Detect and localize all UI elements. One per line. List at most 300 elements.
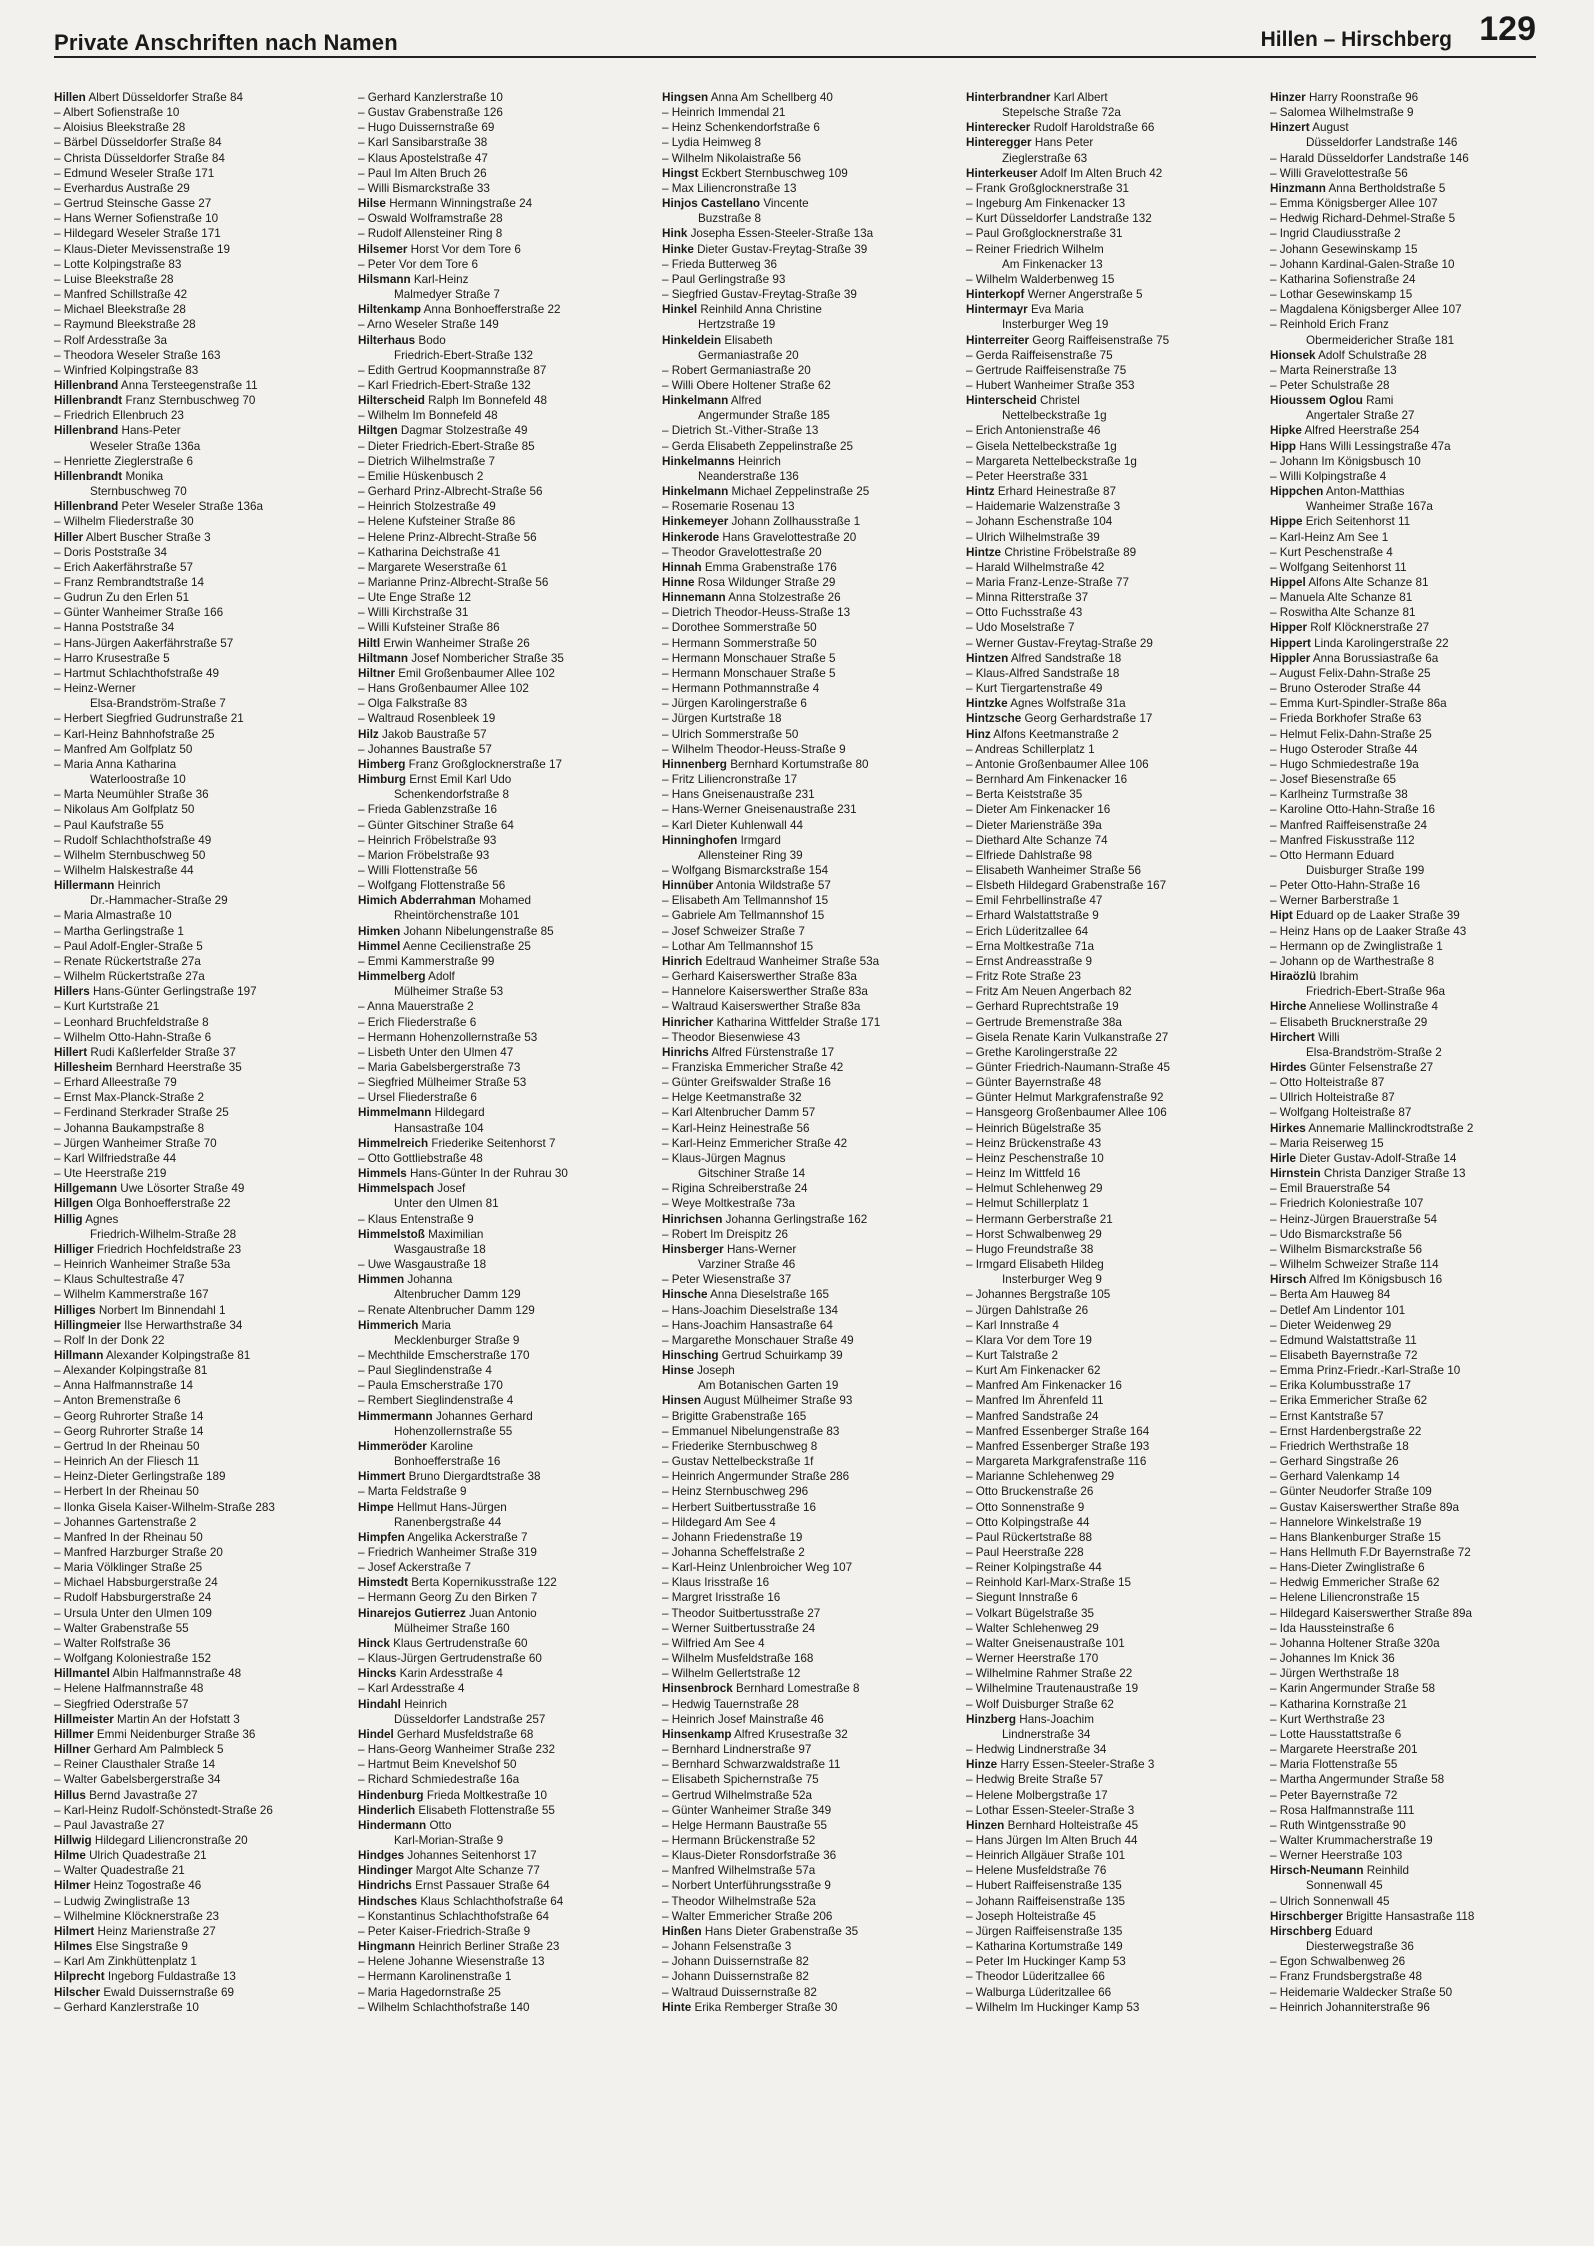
- entry-text: – Wilhelm Schweizer Straße 114: [1270, 1258, 1439, 1272]
- entry-text: – Dorothee Sommerstraße 50: [662, 621, 817, 635]
- directory-entry: [358, 636, 654, 651]
- entry-surname: Hindrichs: [358, 1879, 412, 1893]
- entry-text: – Reiner Clausthaler Straße 14: [54, 1758, 216, 1772]
- directory-entry: [1270, 1651, 1566, 1666]
- directory-entry: [358, 984, 654, 999]
- entry-text: Alexander Kolpingstraße 81: [105, 1348, 251, 1362]
- entry-text: – Fritz Am Neuen Angerbach 82: [966, 985, 1132, 999]
- directory-entry: [358, 1439, 654, 1454]
- entry-surname: Hioussem Oglou: [1270, 394, 1363, 408]
- directory-entry: [358, 1939, 654, 1954]
- directory-entry: [358, 1393, 654, 1408]
- entry-surname: Hillig: [54, 1212, 83, 1226]
- entry-text: – Johanna Holtener Straße 320a: [1270, 1636, 1440, 1650]
- directory-entry: [662, 1333, 958, 1348]
- entry-text: – Günter Bayernstraße 48: [966, 1076, 1102, 1090]
- directory-entry: [662, 1196, 958, 1211]
- directory-entry: [358, 1863, 654, 1878]
- directory-entry: [358, 999, 654, 1014]
- directory-entry: [966, 1666, 1262, 1681]
- entry-surname: Hintzke: [966, 697, 1008, 711]
- directory-entry: [966, 1727, 1262, 1742]
- entry-surname: Hindenburg: [358, 1788, 424, 1802]
- directory-entry: [966, 878, 1262, 893]
- entry-surname: Hillert: [54, 1045, 88, 1059]
- directory-entry: [662, 1348, 958, 1363]
- directory-entry: [54, 1227, 350, 1242]
- entry-text: – Friederike Sternbuschweg 8: [662, 1439, 818, 1453]
- directory-entry: [966, 439, 1262, 454]
- directory-entry: [54, 590, 350, 605]
- directory-entry: [358, 135, 654, 150]
- entry-text: – Luise Bleekstraße 28: [54, 272, 174, 286]
- directory-entry: [662, 1621, 958, 1636]
- directory-entry: [358, 196, 654, 211]
- directory-entry: [966, 499, 1262, 514]
- directory-entry: [54, 1909, 350, 1924]
- entry-surname: Hinsberger: [662, 1242, 724, 1256]
- directory-entry: [358, 545, 654, 560]
- entry-text: – Willi Obere Holtener Straße 62: [662, 378, 831, 392]
- directory-entry: [966, 1318, 1262, 1333]
- directory-entry: [54, 1803, 350, 1818]
- entry-text: Joseph: [697, 1364, 735, 1378]
- entry-text: – Gertrude Bremenstraße 38a: [966, 1015, 1122, 1029]
- entry-text: – Michael Habsburgerstraße 24: [54, 1576, 218, 1590]
- directory-entry: [966, 818, 1262, 833]
- entry-text: Heinz Togostraße 46: [93, 1879, 202, 1893]
- directory-entry: [358, 378, 654, 393]
- entry-text: Johann Zollhausstraße 1: [731, 515, 861, 529]
- directory-entry: [54, 1439, 350, 1454]
- directory-entry: [54, 1848, 350, 1863]
- directory-entry: [54, 530, 350, 545]
- directory-entry: [54, 1742, 350, 1757]
- directory-entry: [966, 1075, 1262, 1090]
- directory-entry: [54, 969, 350, 984]
- directory-entry: [358, 681, 654, 696]
- entry-text: – Franz Frundsbergstraße 48: [1270, 1970, 1423, 1984]
- directory-entry: [1270, 469, 1566, 484]
- entry-text: – Josef Ackerstraße 7: [358, 1561, 472, 1575]
- directory-entry: [966, 1969, 1262, 1984]
- directory-entry: [358, 590, 654, 605]
- directory-entry: [54, 1757, 350, 1772]
- entry-text: Olga Bonhoefferstraße 22: [96, 1197, 231, 1211]
- directory-entry: [966, 1500, 1262, 1515]
- entry-text: Karl-Heinz: [413, 272, 469, 286]
- entry-text: – Robert Germaniastraße 20: [662, 363, 811, 377]
- entry-text: – Karoline Otto-Hahn-Straße 16: [1270, 803, 1436, 817]
- entry-surname: Hillingmeier: [54, 1318, 121, 1332]
- entry-surname: Hinterkopf: [966, 288, 1025, 302]
- entry-surname: Hinnenberg: [662, 757, 727, 771]
- directory-entry: [54, 1818, 350, 1833]
- directory-entry: [966, 181, 1262, 196]
- directory-entry: [662, 1878, 958, 1893]
- directory-entry: [966, 1151, 1262, 1166]
- directory-entry: [966, 696, 1262, 711]
- directory-entry: [1270, 969, 1566, 984]
- entry-text: – Siegfried Gustav-Freytag-Straße 39: [662, 288, 857, 302]
- directory-entry: [1270, 1015, 1566, 1030]
- directory-entry: [662, 1257, 958, 1272]
- directory-entry: [358, 1227, 654, 1242]
- directory-entry: [1270, 1045, 1566, 1060]
- directory-entry: [358, 1272, 654, 1287]
- directory-entry: [358, 242, 654, 257]
- entry-text: – Ullrich Holteistraße 87: [1270, 1091, 1395, 1105]
- entry-text: – Maria Reiserweg 15: [1270, 1136, 1384, 1150]
- entry-text: – Maria Anna Katharina: [54, 757, 177, 771]
- directory-entry: [358, 1697, 654, 1712]
- directory-entry: [54, 90, 350, 105]
- entry-surname: Hinsche: [662, 1288, 708, 1302]
- entry-surname: Hinrich: [662, 954, 703, 968]
- directory-entry: [662, 1590, 958, 1605]
- directory-entry: [54, 772, 350, 787]
- entry-text: Germaniastraße 20: [698, 348, 799, 362]
- entry-text: – Hedwig Richard-Dehmel-Straße 5: [1270, 212, 1456, 226]
- entry-text: – Weye Moltkestraße 73a: [662, 1197, 795, 1211]
- entry-text: Irmgard: [740, 833, 781, 847]
- entry-text: – Elisabeth Am Tellmannshof 15: [662, 894, 829, 908]
- entry-text: Rudi Kaßlerfelder Straße 37: [90, 1045, 236, 1059]
- directory-entry: [662, 1454, 958, 1469]
- directory-entry: [1270, 1287, 1566, 1302]
- entry-text: – Franz Rembrandtstraße 14: [54, 576, 205, 589]
- entry-surname: Hinzert: [1270, 121, 1310, 135]
- entry-text: – Wilhelm Walderbenweg 15: [966, 272, 1115, 286]
- entry-text: – Egon Schwalbenweg 26: [1270, 1955, 1406, 1969]
- directory-entry: [54, 514, 350, 529]
- entry-text: – Bärbel Düsseldorfer Straße 84: [54, 136, 222, 150]
- entry-text: – Rudolf Schlachthofstraße 49: [54, 833, 212, 847]
- entry-text: – Walter Krummacherstraße 19: [1270, 1833, 1433, 1847]
- entry-surname: Hippe: [1270, 515, 1303, 529]
- entry-text: Alfred Sandstraße 18: [1010, 651, 1122, 665]
- entry-text: – Helene Molbergstraße 17: [966, 1788, 1108, 1802]
- directory-entry: [358, 1030, 654, 1045]
- entry-surname: Hilsmann: [358, 272, 411, 286]
- directory-entry: [358, 1333, 654, 1348]
- entry-text: Berta Kopernikusstraße 122: [411, 1576, 557, 1590]
- directory-entry: [662, 878, 958, 893]
- directory-entry: [54, 257, 350, 272]
- entry-text: Alfred Im Königsbusch 16: [1309, 1273, 1443, 1287]
- directory-entry: [358, 1363, 654, 1378]
- entry-text: Alfons Alte Schanze 81: [1308, 576, 1429, 589]
- directory-entry: [54, 1105, 350, 1120]
- directory-entry: [1270, 348, 1566, 363]
- directory-entry: [1270, 924, 1566, 939]
- entry-text: – Antonie Großenbaumer Allee 106: [966, 757, 1149, 771]
- entry-text: – Lydia Heimweg 8: [662, 136, 761, 150]
- entry-text: Antonia Wildstraße 57: [715, 879, 831, 893]
- directory-entry: [966, 1833, 1262, 1848]
- entry-text: – Peter Kaiser-Friedrich-Straße 9: [358, 1924, 531, 1938]
- entry-text: – Erich Aakerfährstraße 57: [54, 560, 194, 574]
- directory-entry: [358, 1894, 654, 1909]
- directory-entry: [54, 333, 350, 348]
- directory-entry: [662, 1636, 958, 1651]
- directory-entry: [662, 1954, 958, 1969]
- entry-surname: Himmen: [358, 1273, 405, 1287]
- directory-entry: [966, 1348, 1262, 1363]
- directory-entry: [1270, 1636, 1566, 1651]
- entry-text: – Jürgen Raiffeisenstraße 135: [966, 1924, 1123, 1938]
- entry-text: Alfons Keetmanstraße 2: [993, 727, 1119, 741]
- entry-text: – Hermann Gerberstraße 21: [966, 1212, 1113, 1226]
- entry-surname: Hindinger: [358, 1864, 413, 1878]
- entry-text: – Grethe Karolingerstraße 22: [966, 1045, 1118, 1059]
- directory-entry: [358, 1121, 654, 1136]
- entry-text: – Manfred Am Finkenacker 16: [966, 1379, 1122, 1393]
- entry-text: – Lothar Essen-Steeler-Straße 3: [966, 1803, 1135, 1817]
- directory-entry: [1270, 681, 1566, 696]
- directory-entry: [662, 666, 958, 681]
- entry-text: Ilse Herwarthstraße 34: [124, 1318, 243, 1332]
- entry-text: – Manfred Schillstraße 42: [54, 288, 188, 302]
- entry-text: – Gustav Nettelbeckstraße 1f: [662, 1455, 814, 1469]
- directory-entry: [1270, 848, 1566, 863]
- entry-text: – Hermann Georg Zu den Birken 7: [358, 1591, 538, 1605]
- directory-column-2: [358, 90, 654, 2236]
- entry-surname: Hinz: [966, 727, 991, 741]
- entry-text: Heinz Marienstraße 27: [97, 1924, 216, 1938]
- entry-text: – Gerhard Ruprechtstraße 19: [966, 1000, 1119, 1014]
- entry-text: – Minna Ritterstraße 37: [966, 591, 1089, 605]
- entry-text: – Oswald Wolframstraße 28: [358, 212, 503, 226]
- entry-text: – Doris Poststraße 34: [54, 545, 168, 559]
- entry-surname: Himmert: [358, 1470, 406, 1484]
- directory-entry: [966, 1878, 1262, 1893]
- directory-entry: [54, 1212, 350, 1227]
- directory-entry: [966, 636, 1262, 651]
- directory-entry: [358, 1454, 654, 1469]
- directory-entry: [358, 272, 654, 287]
- entry-text: – Walter Schlehenweg 29: [966, 1621, 1099, 1635]
- directory-entry: [966, 348, 1262, 363]
- entry-text: – Klaus-Dieter Mevissenstraße 19: [54, 242, 231, 256]
- entry-surname: Hinsenkamp: [662, 1727, 732, 1741]
- entry-text: – Raymund Bleekstraße 28: [54, 318, 196, 332]
- entry-text: – Hubert Raiffeisenstraße 135: [966, 1879, 1122, 1893]
- directory-entry: [662, 1681, 958, 1696]
- entry-text: – Margret Irisstraße 16: [662, 1591, 781, 1605]
- directory-entry: [966, 1545, 1262, 1560]
- directory-entry: [662, 1424, 958, 1439]
- directory-entry: [54, 1303, 350, 1318]
- entry-text: – Wilhelm Halskestraße 44: [54, 863, 194, 877]
- directory-entry: [966, 1090, 1262, 1105]
- directory-entry: [1270, 1530, 1566, 1545]
- entry-surname: Hinzmann: [1270, 181, 1326, 195]
- directory-entry: [1270, 333, 1566, 348]
- entry-text: – Ernst Andreasstraße 9: [966, 954, 1093, 968]
- directory-entry: [662, 1318, 958, 1333]
- entry-text: – Hugo Duissernstraße 69: [358, 121, 495, 135]
- directory-entry: [358, 1424, 654, 1439]
- directory-entry: [1270, 1742, 1566, 1757]
- directory-entry: [966, 1909, 1262, 1924]
- entry-text: – Hermann Sommerstraße 50: [662, 636, 817, 650]
- entry-text: – Irmgard Elisabeth Hildeg: [966, 1258, 1104, 1272]
- directory-entry: [662, 696, 958, 711]
- entry-text: – Paul Im Alten Bruch 26: [358, 166, 487, 180]
- entry-text: Bernhard Holteistraße 45: [1007, 1818, 1139, 1832]
- directory-entry: [662, 393, 958, 408]
- directory-entry: [1270, 954, 1566, 969]
- directory-entry: [358, 605, 654, 620]
- entry-text: Bruno Diergardtstraße 38: [408, 1470, 541, 1484]
- directory-entry: [966, 787, 1262, 802]
- directory-entry: [1270, 287, 1566, 302]
- entry-text: – Henriette Zieglerstraße 6: [54, 454, 194, 468]
- entry-text: – Jürgen Dahlstraße 26: [966, 1303, 1089, 1317]
- directory-entry: [358, 878, 654, 893]
- entry-text: – Friedrich Koloniestraße 107: [1270, 1197, 1424, 1211]
- directory-entry: [966, 560, 1262, 575]
- entry-surname: Hipt: [1270, 909, 1293, 923]
- entry-text: – Hans-Georg Wanheimer Straße 232: [358, 1743, 556, 1757]
- page-number: 129: [1479, 10, 1536, 48]
- directory-entry: [662, 135, 958, 150]
- entry-text: – Karl-Heinz Am See 1: [1270, 530, 1389, 544]
- directory-entry: [54, 908, 350, 923]
- directory-entry: [358, 1348, 654, 1363]
- entry-text: Christel: [1040, 394, 1080, 408]
- directory-entry: [1270, 1863, 1566, 1878]
- entry-text: Hermann Winningstraße 24: [389, 197, 533, 211]
- entry-text: Ibrahim: [1319, 970, 1359, 984]
- entry-surname: Hillesheim: [54, 1061, 113, 1074]
- entry-text: Uwe Lösorter Straße 49: [120, 1182, 245, 1196]
- directory-entry: [662, 969, 958, 984]
- directory-entry: [1270, 1560, 1566, 1575]
- entry-text: – Hermann op de Zwinglistraße 1: [1270, 939, 1443, 953]
- entry-text: – Emma Kurt-Spindler-Straße 86a: [1270, 697, 1447, 711]
- entry-surname: Hinrichs: [662, 1045, 709, 1059]
- entry-text: – Ute Enge Straße 12: [358, 591, 472, 605]
- entry-text: Ulrich Quadestraße 21: [89, 1849, 207, 1863]
- entry-text: – Hans Blankenburger Straße 15: [1270, 1530, 1441, 1544]
- directory-entry: [966, 651, 1262, 666]
- directory-entry: [662, 1651, 958, 1666]
- entry-text: Margot Alte Schanze 77: [415, 1864, 540, 1878]
- entry-text: – Helene Johanne Wiesenstraße 13: [358, 1955, 545, 1969]
- entry-surname: Hillenbrandt: [54, 469, 123, 483]
- directory-entry: [358, 1969, 654, 1984]
- directory-entry: [54, 1030, 350, 1045]
- directory-entry: [662, 1378, 958, 1393]
- entry-text: – Paul Sieglindenstraße 4: [358, 1364, 492, 1378]
- directory-entry: [662, 757, 958, 772]
- entry-text: Waterloostraße 10: [90, 773, 186, 787]
- entry-text: – Hannelore Winkelstraße 19: [1270, 1515, 1422, 1529]
- entry-text: Mülheimer Straße 53: [394, 985, 504, 999]
- entry-text: Bernhard Lomestraße 8: [736, 1682, 860, 1696]
- entry-text: – Klaus-Jürgen Gertrudenstraße 60: [358, 1652, 542, 1666]
- directory-entry: [662, 1863, 958, 1878]
- directory-entry: [54, 1090, 350, 1105]
- entry-text: – Hermann Brückenstraße 52: [662, 1833, 816, 1847]
- directory-entry: [54, 439, 350, 454]
- directory-entry: [1270, 1878, 1566, 1893]
- directory-entry: [1270, 1803, 1566, 1818]
- directory-entry: [966, 939, 1262, 954]
- entry-text: Anna Stolzestraße 26: [728, 591, 841, 605]
- entry-text: Friedrich Hochfeldstraße 23: [96, 1242, 242, 1256]
- entry-text: – Hanna Poststraße 34: [54, 621, 175, 635]
- entry-text: – Uwe Wasgaustraße 18: [358, 1258, 487, 1272]
- directory-entry: [1270, 378, 1566, 393]
- entry-text: – Nikolaus Am Golfplatz 50: [54, 803, 195, 817]
- entry-text: – Hedwig Emmericher Straße 62: [1270, 1576, 1440, 1590]
- entry-surname: Hillwig: [54, 1833, 92, 1847]
- entry-text: – Johann Kardinal-Galen-Straße 10: [1270, 257, 1455, 271]
- entry-surname: Hillner: [54, 1743, 91, 1757]
- entry-text: Friedrich-Ebert-Straße 96a: [1306, 985, 1446, 999]
- directory-entry: [358, 257, 654, 272]
- entry-text: – Lothar Gesewinskamp 15: [1270, 288, 1413, 302]
- entry-text: – Werner Suitbertusstraße 24: [662, 1621, 816, 1635]
- entry-text: – Gertrud Steinsche Gasse 27: [54, 197, 212, 211]
- entry-text: Johann Nibelungenstraße 85: [403, 924, 554, 938]
- directory-entry: [358, 1515, 654, 1530]
- directory-entry: [966, 166, 1262, 181]
- entry-text: – Margarete Heerstraße 201: [1270, 1743, 1418, 1757]
- entry-text: Jakob Baustraße 57: [382, 727, 487, 741]
- entry-surname: Hiltl: [358, 636, 381, 650]
- directory-entry: [966, 1636, 1262, 1651]
- directory-entry: [54, 681, 350, 696]
- entry-surname: Hinsen: [662, 1394, 701, 1408]
- entry-text: – Otto Fuchsstraße 43: [966, 606, 1083, 620]
- directory-entry: [358, 666, 654, 681]
- entry-text: – Ruth Wintgensstraße 90: [1270, 1818, 1406, 1832]
- entry-text: – Jürgen Wanheimer Straße 70: [54, 1136, 217, 1150]
- entry-text: – Karl Friedrich-Ebert-Straße 132: [358, 378, 531, 392]
- entry-text: – Albert Sofienstraße 10: [54, 106, 180, 120]
- entry-text: – Mechthilde Emscherstraße 170: [358, 1348, 530, 1362]
- directory-entry: [54, 1863, 350, 1878]
- directory-entry: [1270, 1575, 1566, 1590]
- directory-entry: [966, 727, 1262, 742]
- directory-entry: [1270, 1272, 1566, 1287]
- section-title: Private Anschriften nach Namen: [54, 30, 398, 55]
- entry-text: – Rosa Halfmannstraße 111: [1270, 1803, 1415, 1817]
- entry-surname: Hinkel: [662, 303, 698, 317]
- directory-entry: [54, 984, 350, 999]
- directory-entry: [358, 514, 654, 529]
- entry-surname: Himstedt: [358, 1576, 409, 1590]
- entry-text: – Klaus-Dieter Ronsdorfstraße 36: [662, 1849, 837, 1863]
- directory-entry: [662, 1666, 958, 1681]
- directory-entry: [662, 439, 958, 454]
- entry-text: – Gisela Renate Karin Vulkanstraße 27: [966, 1030, 1169, 1044]
- directory-entry: [662, 772, 958, 787]
- directory-entry: [662, 1212, 958, 1227]
- entry-text: – Hannelore Kaiserswerther Straße 83a: [662, 985, 868, 999]
- directory-entry: [966, 1697, 1262, 1712]
- entry-text: – Johannes Im Knick 36: [1270, 1652, 1395, 1666]
- entry-text: – Hartmut Schlachthofstraße 49: [54, 666, 220, 680]
- entry-text: – Marta Feldstraße 9: [358, 1485, 467, 1499]
- directory-entry: [662, 423, 958, 438]
- entry-text: – Ernst Hardenbergstraße 22: [1270, 1424, 1422, 1438]
- entry-text: – Frieda Butterweg 36: [662, 257, 777, 271]
